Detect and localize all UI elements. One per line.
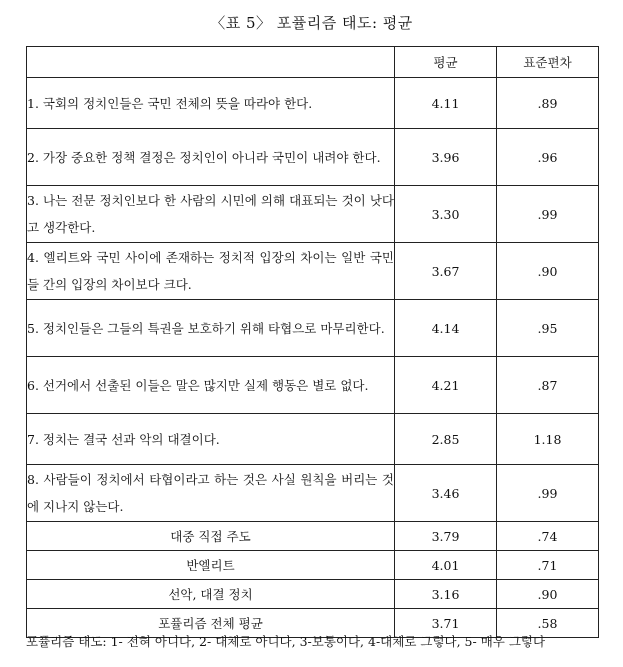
summary-label: 반엘리트 [27,551,395,580]
summary-row [27,522,599,551]
item-sd: .99 [497,465,599,522]
header-item [27,47,395,78]
table-row [27,414,599,465]
summary-label: 대중 직접 주도 [27,522,395,551]
header-sd: 표준편차 [497,47,599,78]
item-sd: 1.18 [497,414,599,465]
item-text: 6. 선거에서 선출된 이들은 말은 많지만 실제 행동은 별로 없다. [27,357,395,414]
item-text: 8. 사람들이 정치에서 타협이라고 하는 것은 사실 원칙을 버리는 것에 지나지 않는다. [27,465,395,522]
item-mean: 4.11 [395,78,497,129]
item-mean: 3.46 [395,465,497,522]
table-row [27,243,599,300]
summary-mean: 3.16 [395,580,497,609]
table-caption: 〈표 5〉 포퓰리즘 태도: 평균 [210,14,413,32]
populism-attitude-table [26,46,599,638]
item-mean: 3.96 [395,129,497,186]
summary-label: 선악, 대결 정치 [27,580,395,609]
table-header-row [27,47,599,78]
item-text: 5. 정치인들은 그들의 특권을 보호하기 위해 타협으로 마무리한다. [27,300,395,357]
item-sd: .90 [497,243,599,300]
summary-sd: .58 [497,609,599,638]
item-text: 1. 국회의 정치인들은 국민 전체의 뜻을 따라야 한다. [27,78,395,129]
summary-mean: 4.01 [395,551,497,580]
summary-label: 포퓰리즘 전체 평균 [27,609,395,638]
table-footnote: 포퓰리즘 태도: 1- 전혀 아니다, 2- 대체로 아니다, 3-보통이다, 4-대체로 그렇다, 5- 매우 그렇다 [26,634,546,649]
item-mean: 3.67 [395,243,497,300]
item-text: 3. 나는 전문 정치인보다 한 사람의 시민에 의해 대표되는 것이 낫다고 생각한다. [27,186,395,243]
item-text: 7. 정치는 결국 선과 악의 대결이다. [27,414,395,465]
item-mean: 4.21 [395,357,497,414]
table-row [27,78,599,129]
summary-sd: .71 [497,551,599,580]
summary-sd: .74 [497,522,599,551]
item-sd: .87 [497,357,599,414]
summary-row [27,580,599,609]
item-text: 4. 엘리트와 국민 사이에 존재하는 정치적 입장의 차이는 일반 국민들 간의 입장의 차이보다 크다. [27,243,395,300]
summary-sd: .90 [497,580,599,609]
header-mean: 평균 [395,47,497,78]
item-sd: .95 [497,300,599,357]
summary-mean: 3.71 [395,609,497,638]
item-mean: 2.85 [395,414,497,465]
item-sd: .89 [497,78,599,129]
summary-row [27,551,599,580]
table-row [27,357,599,414]
summary-mean: 3.79 [395,522,497,551]
item-sd: .96 [497,129,599,186]
table-row [27,186,599,243]
item-text: 2. 가장 중요한 정책 결정은 정치인이 아니라 국민이 내려야 한다. [27,129,395,186]
item-sd: .99 [497,186,599,243]
table-row [27,129,599,186]
table-row [27,300,599,357]
item-mean: 4.14 [395,300,497,357]
table-row [27,465,599,522]
item-mean: 3.30 [395,186,497,243]
